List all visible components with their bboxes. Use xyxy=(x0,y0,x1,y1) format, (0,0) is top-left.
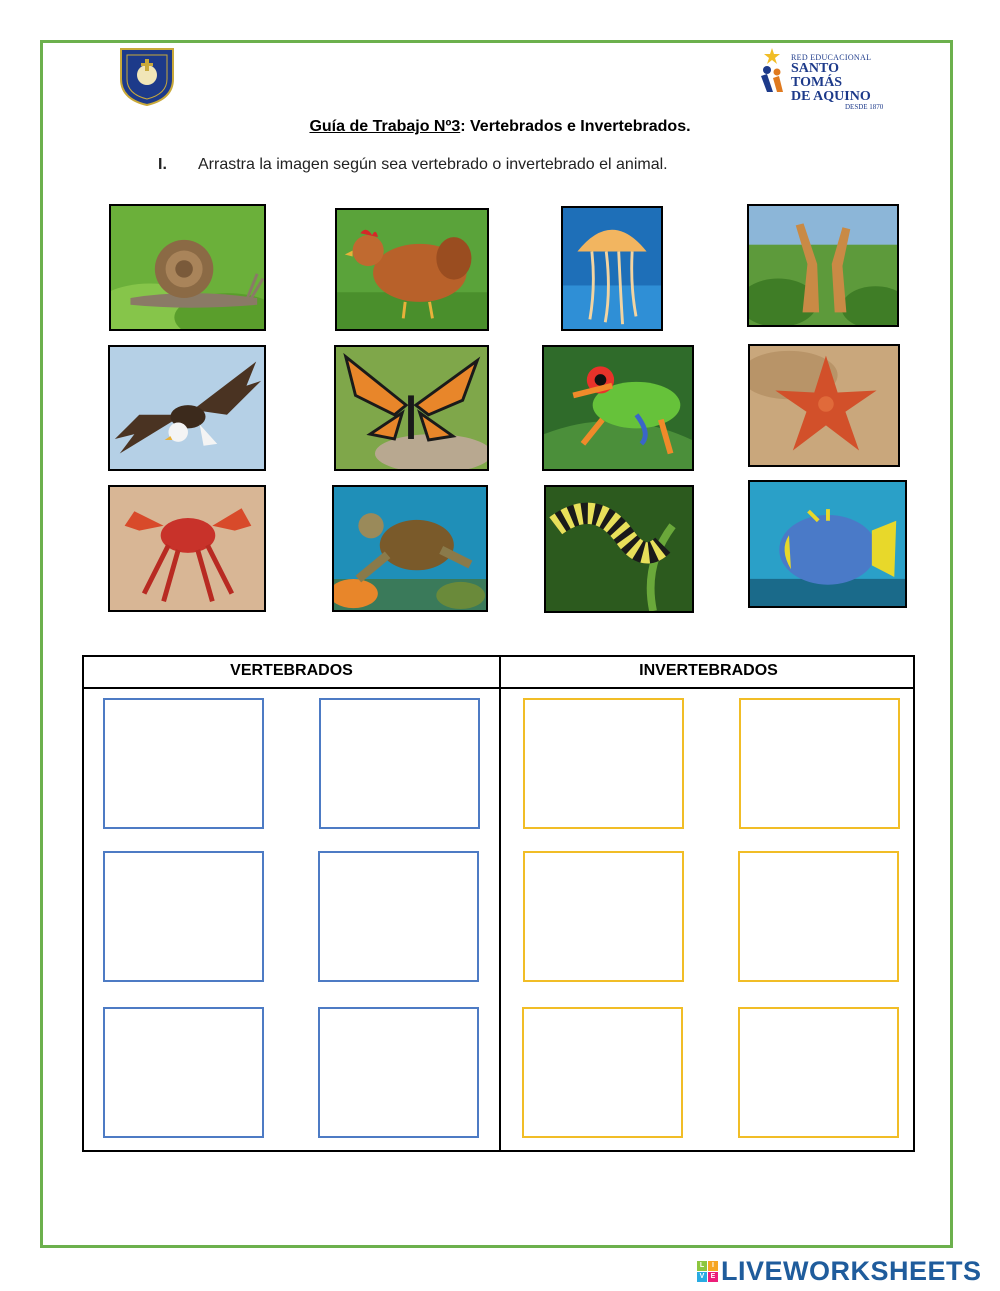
vertebrates-header: VERTEBRADOS xyxy=(230,662,353,679)
logo-line-1: RED EDUCACIONAL xyxy=(791,53,872,62)
vertebrate-drop-zone[interactable] xyxy=(103,851,264,982)
starfish-image[interactable] xyxy=(748,344,900,467)
instruction-text: Arrastra la imagen según sea vertebrado o invertebrado el animal. xyxy=(198,156,668,173)
invertebrate-drop-zone[interactable] xyxy=(522,1007,683,1138)
giraffes-image[interactable] xyxy=(747,204,899,327)
angelfish-image[interactable] xyxy=(748,480,907,608)
logo-line-4: DESDE 1870 xyxy=(845,103,884,111)
instruction xyxy=(158,156,668,174)
vertebrate-drop-zone[interactable] xyxy=(318,851,479,982)
brand-mark-icon xyxy=(697,1261,718,1282)
logo-line-3: DE AQUINO xyxy=(791,89,871,104)
brand-mark-letter: E xyxy=(708,1272,718,1282)
frog-image[interactable] xyxy=(542,345,694,471)
snail-image[interactable] xyxy=(109,204,266,331)
vertebrate-drop-zone[interactable] xyxy=(319,698,480,829)
caterpillar-image[interactable] xyxy=(544,485,694,613)
invertebrate-drop-zone[interactable] xyxy=(523,851,684,982)
brand-mark-letter: V xyxy=(697,1272,707,1282)
worksheet-title xyxy=(0,118,1000,136)
title-underlined: Guía de Trabajo Nº3 xyxy=(309,118,461,135)
vertebrate-drop-zone[interactable] xyxy=(318,1007,479,1138)
butterfly-image[interactable] xyxy=(334,345,489,471)
chicken-image[interactable] xyxy=(335,208,489,331)
crab-image[interactable] xyxy=(108,485,266,612)
column-divider xyxy=(499,657,501,1150)
brand-mark-letter: L xyxy=(697,1261,707,1271)
title-rest: : Vertebrados e Invertebrados. xyxy=(460,118,691,135)
vertebrate-drop-zone[interactable] xyxy=(103,698,264,829)
school-crest-logo xyxy=(117,45,177,107)
sorting-table xyxy=(82,655,915,1152)
invertebrate-drop-zone[interactable] xyxy=(739,698,900,829)
brand-mark-letter: I xyxy=(708,1261,718,1271)
header-divider xyxy=(84,687,913,689)
liveworksheets-logo[interactable] xyxy=(697,1256,982,1286)
santo-tomas-logo xyxy=(755,44,890,111)
instruction-number: I. xyxy=(158,156,167,173)
invertebrate-drop-zone[interactable] xyxy=(523,698,684,829)
vertebrate-drop-zone[interactable] xyxy=(103,1007,264,1138)
brand-name: LIVEWORKSHEETS xyxy=(721,1255,982,1286)
invertebrate-drop-zone[interactable] xyxy=(738,851,899,982)
invertebrate-drop-zone[interactable] xyxy=(738,1007,899,1138)
logo-line-2: SANTO TOMÁS xyxy=(791,61,843,90)
sea-turtle-image[interactable] xyxy=(332,485,488,612)
jellyfish-image[interactable] xyxy=(561,206,663,331)
eagle-image[interactable] xyxy=(108,345,266,471)
invertebrates-header: INVERTEBRADOS xyxy=(639,662,778,679)
